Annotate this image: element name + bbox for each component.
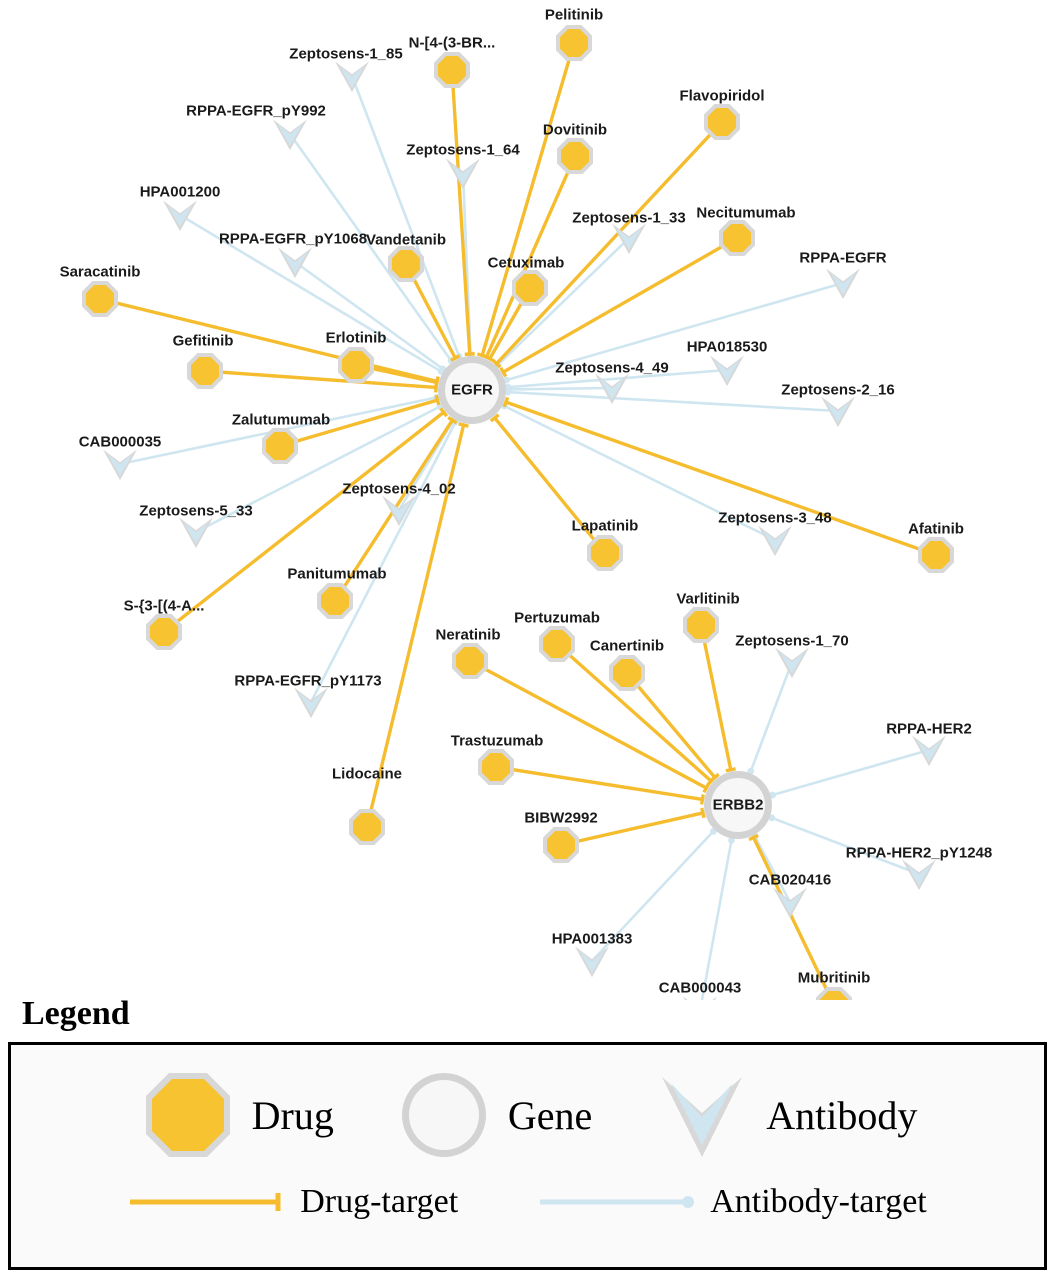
drug-node[interactable]	[388, 246, 424, 282]
antibody-target-edge-icon	[538, 1190, 698, 1214]
drug-label: N-[4-(3-BR...	[408, 34, 496, 52]
legend-label-drug: Drug	[251, 1092, 334, 1138]
drug-node[interactable]	[512, 270, 548, 306]
drug-node[interactable]	[262, 428, 298, 464]
legend-title: Legend	[22, 995, 130, 1032]
antibody-node[interactable]	[902, 860, 936, 891]
gene-circle-icon	[394, 1065, 494, 1165]
antibody-node[interactable]	[335, 62, 369, 93]
drug-label: Flavopiridol	[679, 87, 765, 105]
legend-label-drug-target: Drug-target	[300, 1183, 459, 1220]
drug-node[interactable]	[338, 347, 374, 383]
drug-node[interactable]	[609, 655, 645, 691]
drug-node[interactable]	[543, 827, 579, 863]
drug-node[interactable]	[349, 809, 385, 845]
antibody-node[interactable]	[775, 648, 809, 679]
antibody-node[interactable]	[821, 397, 855, 428]
gene-label: EGFR	[451, 381, 493, 399]
gene-node[interactable]	[704, 771, 772, 839]
drug-node[interactable]	[704, 104, 740, 140]
drug-label: Dovitinib	[542, 121, 608, 139]
antibody-label: Zeptosens-1_85	[289, 45, 403, 63]
legend-item-drug-target	[128, 1183, 458, 1221]
drug-node[interactable]	[719, 220, 755, 256]
drug-node[interactable]	[918, 537, 954, 573]
antibody-label: Zeptosens-4_49	[555, 359, 669, 377]
antibody-node[interactable]	[446, 159, 480, 190]
antibody-node[interactable]	[758, 526, 792, 557]
antibody-label: Zeptosens-4_02	[342, 480, 456, 498]
legend-label-antibody-target: Antibody-target	[710, 1183, 927, 1220]
antibody-label: CAB020416	[748, 871, 832, 889]
antibody-label: Zeptosens-2_16	[781, 381, 895, 399]
drug-target-edge-icon	[128, 1190, 288, 1214]
antibody-label: Zeptosens-1_70	[735, 632, 849, 650]
drug-label: Cetuximab	[487, 254, 565, 272]
legend-node-row	[11, 1065, 1044, 1165]
drug-label: Mubritinib	[797, 969, 871, 987]
legend-label-antibody: Antibody	[766, 1092, 918, 1138]
drug-label: BIBW2992	[524, 809, 598, 827]
antibody-label: RPPA-EGFR_pY1068	[218, 230, 368, 248]
edge-layer	[100, 43, 936, 1000]
gene-node[interactable]	[438, 356, 506, 424]
antibody-label: RPPA-HER2_pY1248	[845, 844, 993, 862]
drug-node[interactable]	[683, 607, 719, 643]
antibody-label: Zeptosens-1_64	[406, 141, 520, 159]
antibody-label: HPA001383	[551, 930, 633, 948]
legend-box	[8, 1042, 1047, 1270]
drug-node[interactable]	[146, 614, 182, 650]
antibody-node[interactable]	[912, 736, 946, 767]
drug-node[interactable]	[478, 749, 514, 785]
drug-node[interactable]	[452, 643, 488, 679]
antibody-label: HPA001200	[139, 183, 221, 201]
gene-label: ERBB2	[712, 796, 764, 814]
drug-label: Vandetanib	[365, 231, 447, 249]
drug-label: Trastuzumab	[450, 732, 544, 750]
antibody-label: RPPA-EGFR	[799, 249, 887, 267]
antibody-label: RPPA-EGFR_pY992	[186, 102, 326, 120]
drug-label: Zalutumumab	[231, 411, 331, 429]
antibody-label: CAB000035	[78, 433, 162, 451]
antibody-label: Zeptosens-3_48	[718, 509, 832, 527]
drug-node[interactable]	[187, 353, 223, 389]
antibody-label: HPA018530	[686, 338, 768, 356]
antibody-node[interactable]	[826, 269, 860, 300]
drug-label: Erlotinib	[325, 329, 387, 347]
antibody-vee-icon	[652, 1065, 752, 1165]
drug-node[interactable]	[539, 626, 575, 662]
drug-node[interactable]	[816, 987, 852, 1000]
legend-item-gene	[394, 1065, 592, 1165]
drug-label: Saracatinib	[59, 263, 141, 281]
drug-label: Varlitinib	[676, 590, 740, 608]
antibody-label: RPPA-HER2	[886, 720, 972, 738]
drug-label: Canertinib	[589, 637, 665, 655]
drug-label: Pertuzumab	[514, 609, 600, 627]
drug-node[interactable]	[82, 281, 118, 317]
antibody-node[interactable]	[575, 947, 609, 978]
antibody-label: Zeptosens-5_33	[139, 502, 253, 520]
drug-label: Necitumumab	[696, 204, 796, 222]
antibody-node[interactable]	[179, 518, 213, 549]
antibody-label: RPPA-EGFR_pY1173	[234, 672, 382, 690]
drug-octagon-icon	[138, 1065, 238, 1165]
antibody-node[interactable]	[294, 688, 328, 719]
drug-node[interactable]	[556, 25, 592, 61]
antibody-node[interactable]	[103, 450, 137, 481]
drug-node[interactable]	[587, 535, 623, 571]
legend-label-gene: Gene	[507, 1092, 593, 1138]
drug-node[interactable]	[434, 52, 470, 88]
drug-label: Afatinib	[908, 520, 964, 538]
drug-label: Gefitinib	[172, 332, 234, 350]
drug-label: Neratinib	[435, 626, 501, 644]
legend-item-antibody	[652, 1065, 917, 1165]
drug-node[interactable]	[557, 138, 593, 174]
legend-item-antibody-target	[538, 1183, 927, 1221]
drug-label: Pelitinib	[544, 6, 604, 24]
antibody-label: CAB000043	[658, 979, 742, 997]
legend-item-drug	[138, 1065, 334, 1165]
drug-label: Panitumumab	[287, 565, 387, 583]
antibody-label: Zeptosens-1_33	[572, 209, 686, 227]
antibody-node[interactable]	[273, 120, 307, 151]
drug-label: S-{3-[(4-A...	[123, 597, 205, 615]
antibody-node[interactable]	[683, 997, 717, 1000]
antibody-node[interactable]	[773, 888, 807, 919]
node-layer	[82, 25, 954, 1000]
drug-label: Lapatinib	[571, 517, 639, 535]
legend-edge-row	[11, 1183, 1044, 1221]
antibody-node[interactable]	[278, 248, 312, 279]
antibody-node[interactable]	[163, 201, 197, 232]
drug-label: Lidocaine	[331, 765, 403, 783]
drug-node[interactable]	[317, 583, 353, 619]
